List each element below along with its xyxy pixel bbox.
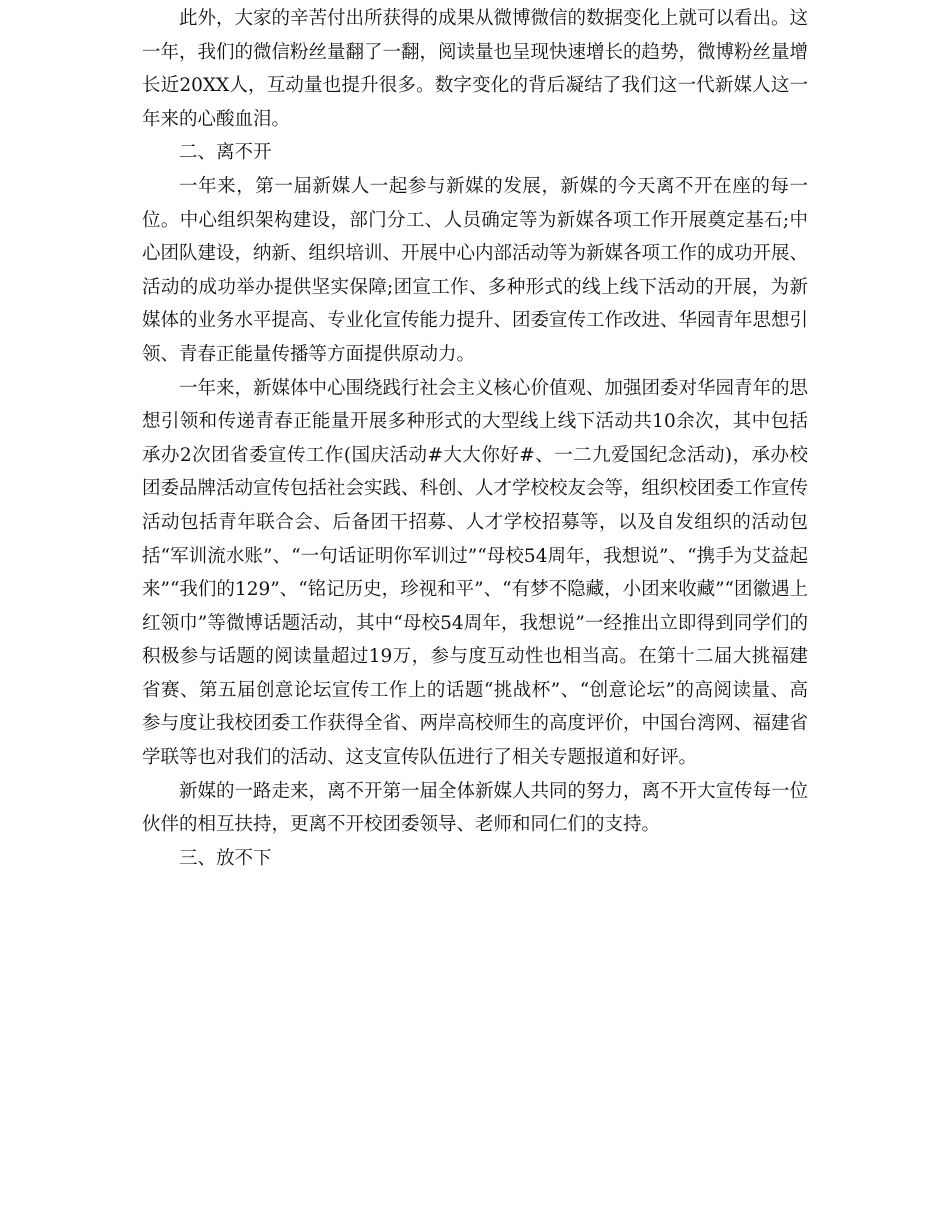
- paragraph-first-generation: 一年来，第一届新媒人一起参与新媒的发展，新媒的今天离不开在座的每一位。中心组织架构建设，部门分工、人员确定等为新媒各项工作开展奠定基石;中心团队建设，纳新、组织培训、开展中心内部活动等为新媒各项工作的成功开展、活动的成功举办提供坚实保障;团宣工作、多种形式的线上线下活动的开展，为新媒体的业务水平提高、专业化宣传能力提升、团委宣传工作改进、华园青年思想引领、青春正能量传播等方面提供原动力。: [142, 175, 809, 365]
- section-heading-3: 三、放不下: [179, 847, 272, 869]
- section-heading-2: 二、离不开: [179, 142, 272, 164]
- paragraph-data-results: 此外，大家的辛苦付出所获得的成果从微博微信的数据变化上就可以看出。这一年，我们的微信粉丝量翻了一翻，阅读量也呈现快速增长的趋势，微博粉丝量增长近20XX人，互动量也提升很多。数字变化的背后凝结了我们这一代新媒人这一年来的心酸血泪。: [142, 8, 809, 130]
- document-page: [142, 0, 808, 875]
- paragraph-activities: 一年来，新媒体中心围绕践行社会主义核心价值观、加强团委对华园青年的思想引领和传递青春正能量开展多种形式的大型线上线下活动共10余次，其中包括承办2次团省委宣传工作(国庆活动#大大你好#、一二九爱国纪念活动)，承办校团委品牌活动宣传包括社会实践、科创、人才学校校友会等，组织校团委工作宣传活动包括青年联合会、后备团干招募、人才学校招募等，以及自发组织的活动包括“军训流水账”、“一句话证明你军训过”“母校54周年，我想说”、“携手为艾益起来”“我们的129”、“铭记历史，珍视和平”、“有梦不隐藏，小团来收藏”“团徽遇上红领巾”等微博话题活动，其中“母校54周年，我想说”一经推出立即得到同学们的积极参与话题的阅读量超过19万，参与度互动性也相当高。在第十二届大挑福建省赛、第五届创意论坛宣传工作上的话题“挑战杯”、“创意论坛”的高阅读量、高参与度让我校团委工作获得全省、两岸高校师生的高度评价，中国台湾网、福建省学联等也对我们的活动、这支宣传队伍进行了相关专题报道和好评。: [142, 377, 809, 769]
- paragraph-gratitude: 新媒的一路走来，离不开第一届全体新媒人共同的努力，离不开大宣传每一位伙伴的相互扶持，更离不开校团委领导、老师和同仁们的支持。: [142, 780, 809, 836]
